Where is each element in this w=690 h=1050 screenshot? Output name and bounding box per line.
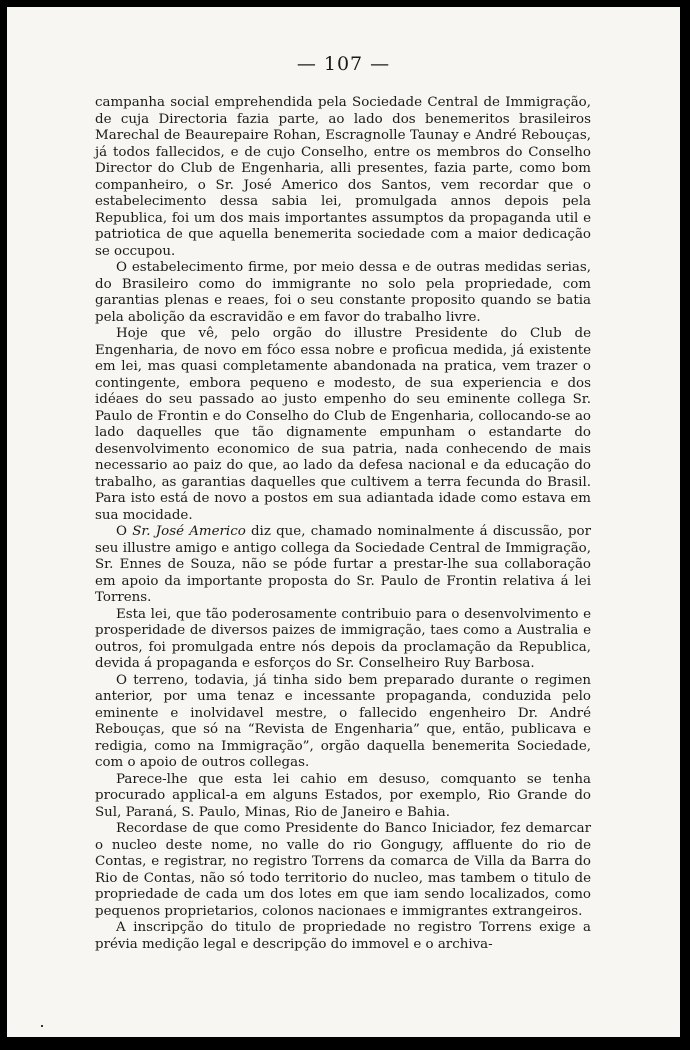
paragraph-4-prefix: O [116,524,133,539]
body-text [95,95,591,953]
paragraph-4 [95,524,591,607]
paragraph-7: Parece-lhe que esta lei cahio em desuso, comquanto se tenha procurado applical-a em alguns Estados, por exemplo, Rio Grande do Sul, Paraná, S. Paulo, Minas, Rio de Janeiro e Bahia. [95,771,591,820]
paragraph-2: O estabelecimento firme, por meio dessa e de outras medidas serias, do Brasileiro como do immigrante no solo pela propriedade, com garantias plenas e reaes, foi o seu constante proposito quando se batia pela abolição da escravidão e em favor do trabalho livre. [95,260,591,325]
paragraph-9: A inscripção do titulo de propriedade no registro Torrens exige a prévia medição legal e descripção do immovel e o archiva- [95,920,591,952]
paragraph-1: campanha social emprehendida pela Sociedade Central de Immigração, de cuja Directoria fazia parte, ao lado dos benemeritos brasileiros Marechal de Beaurepaire Rohan, Escragnolle Taunay e André Rebouças, já todos fallecidos, e de cujo Conselho, entre os membros do Conselho Director do Club de Engenharia, alli presentes, fazia parte, como bom companheiro, o Sr. José Americo dos Santos, vem recordar que o estabelecimento dessa sabia lei, promulgada annos depois pela Republica, foi um dos mais importantes assumptos da propaganda util e patriotica de que aquella benemerita sociedade com a maior dedicação se occupou. [95,95,591,259]
paragraph-6: O terreno, todavia, já tinha sido bem preparado durante o regimen anterior, por uma tenaz e incessante propaganda, conduzida pelo eminente e inolvidavel mestre, o fallecido engenheiro Dr. André Rebouças, que só na “Revista de Engenharia” que, então, publicava e redigia, como na Immigração”, orgão daquella benemerita Sociedade, com o apoio de outros collegas. [95,672,591,770]
paragraph-3: Hoje que vê, pelo orgão do illustre Presidente do Club de Engenharia, de novo em fóco essa nobre e proficua medida, já existente em lei, mas quasi completamente abandonada na pratica, vem trazer o contingente, embora pequeno e modesto, de sua experiencia e dos idéaes do seu passado ao justo empenho do seu eminente collega Sr. Paulo de Frontin e do Conselho do Club de Engenharia, collocando-se ao lado daquelles que tão dignamente empunham o estandarte do desenvolvimento economico de sua patria, nada conhecendo de mais necessario ao paiz do que, ao lado da defesa nacional e da educação do trabalho, as garantias daquelles que cultivem a terra fecunda do Brasil. Para isto está de novo a postos em sua adiantada idade como estava em sua mocidade. [95,326,591,523]
document-page [7,7,680,1037]
scan-speck [41,1025,43,1027]
paragraph-4-text: diz que, chamado nominalmente á discussão, por seu illustre amigo e antigo collega da Sociedade Central de Immigração, Sr. Ennes de Souza, não se póde furtar a prestar-lhe sua collaboração em apoio da importante proposta do Sr. Paulo de Frontin relativa á lei Torrens. [95,524,591,605]
paragraph-5: Esta lei, que tão poderosamente contribuio para o desenvolvimento e prosperidade de diversos paizes de immigração, taes como a Australia e outros, foi promulgada entre nós depois da proclamação da Republica, devida á propaganda e esforços do Sr. Conselheiro Ruy Barbosa. [95,606,591,671]
paragraph-8: Recordase de que como Presidente do Banco Iniciador, fez demarcar o nucleo deste nome, no valle do rio Gongugy, affluente do rio de Contas, e registrar, no registro Torrens da comarca de Villa da Barra do Rio de Contas, não só todo territorio do nucleo, mas tambem o titulo de propriedade de cada um dos lotes em que iam sendo localizados, como pequenos proprietarios, colonos nacionaes e immigrantes extrangeiros. [95,821,591,919]
speaker-name: Sr. José Americo [132,524,246,539]
page-number: — 107 — [296,53,391,75]
